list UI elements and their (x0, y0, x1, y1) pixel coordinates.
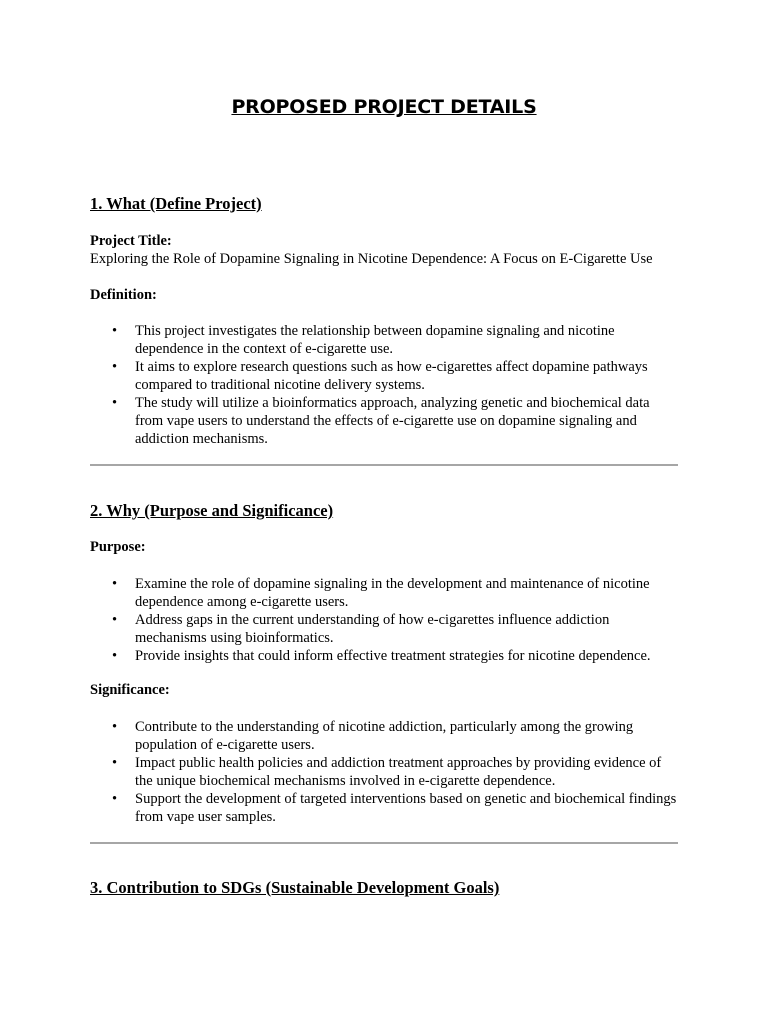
project-title-value: Exploring the Role of Dopamine Signaling in Nicotine Dependence: A Focus on E-Cigarette Use (90, 251, 653, 267)
bullet-icon: • (112, 612, 118, 628)
definition-list (90, 322, 680, 448)
list-item-text: This project investigates the relationship between dopamine signaling and nicotine dependence in the context of e-cigarette use. (135, 323, 615, 357)
list-item-text: Address gaps in the current understanding of how e-cigarettes influence addiction mechanisms using bioinformatics. (135, 612, 610, 646)
section-heading-sdgs: 3. Contribution to SDGs (Sustainable Development Goals) (90, 878, 500, 897)
list-item-text: Impact public health policies and addiction treatment approaches by providing evidence of the unique biochemical mechanisms involved in e-cigarette dependence. (135, 755, 662, 789)
purpose-label: Purpose: (90, 539, 146, 555)
significance-list (90, 718, 680, 826)
list-item (90, 322, 680, 358)
list-item (90, 394, 680, 448)
list-item (90, 647, 680, 665)
list-item (90, 575, 680, 611)
horizontal-divider (90, 464, 678, 466)
bullet-icon: • (112, 719, 118, 735)
project-title-label: Project Title: (90, 233, 172, 249)
bullet-icon: • (112, 323, 118, 339)
list-item (90, 790, 680, 826)
list-item-text: Contribute to the understanding of nicotine addiction, particularly among the growing population of e-cigarette users. (135, 719, 634, 753)
list-item-text: Support the development of targeted interventions based on genetic and biochemical findings from vape user samples. (135, 791, 677, 825)
bullet-icon: • (112, 791, 118, 807)
definition-label: Definition: (90, 287, 157, 303)
list-item (90, 718, 680, 754)
bullet-icon: • (112, 648, 118, 664)
section-heading-why: 2. Why (Purpose and Significance) (90, 501, 334, 520)
section-heading-what: 1. What (Define Project) (90, 194, 262, 213)
significance-label: Significance: (90, 682, 170, 698)
bullet-icon: • (112, 395, 118, 411)
list-item (90, 358, 680, 394)
list-item-text: Examine the role of dopamine signaling in the development and maintenance of nicotine dependence among e-cigarette users. (135, 576, 650, 610)
list-item (90, 611, 680, 647)
list-item-text: The study will utilize a bioinformatics approach, analyzing genetic and biochemical data from vape users to understand the effects of e-cigarette use on dopamine signaling and addiction mechanisms. (135, 395, 650, 447)
horizontal-divider (90, 842, 678, 844)
bullet-icon: • (112, 359, 118, 375)
list-item (90, 754, 680, 790)
list-item-text: Provide insights that could inform effective treatment strategies for nicotine dependence. (135, 648, 651, 664)
purpose-list (90, 575, 680, 665)
document-title: PROPOSED PROJECT DETAILS (231, 96, 537, 118)
list-item-text: It aims to explore research questions such as how e-cigarettes affect dopamine pathways compared to traditional nicotine delivery systems. (135, 359, 648, 393)
bullet-icon: • (112, 755, 118, 771)
bullet-icon: • (112, 576, 118, 592)
